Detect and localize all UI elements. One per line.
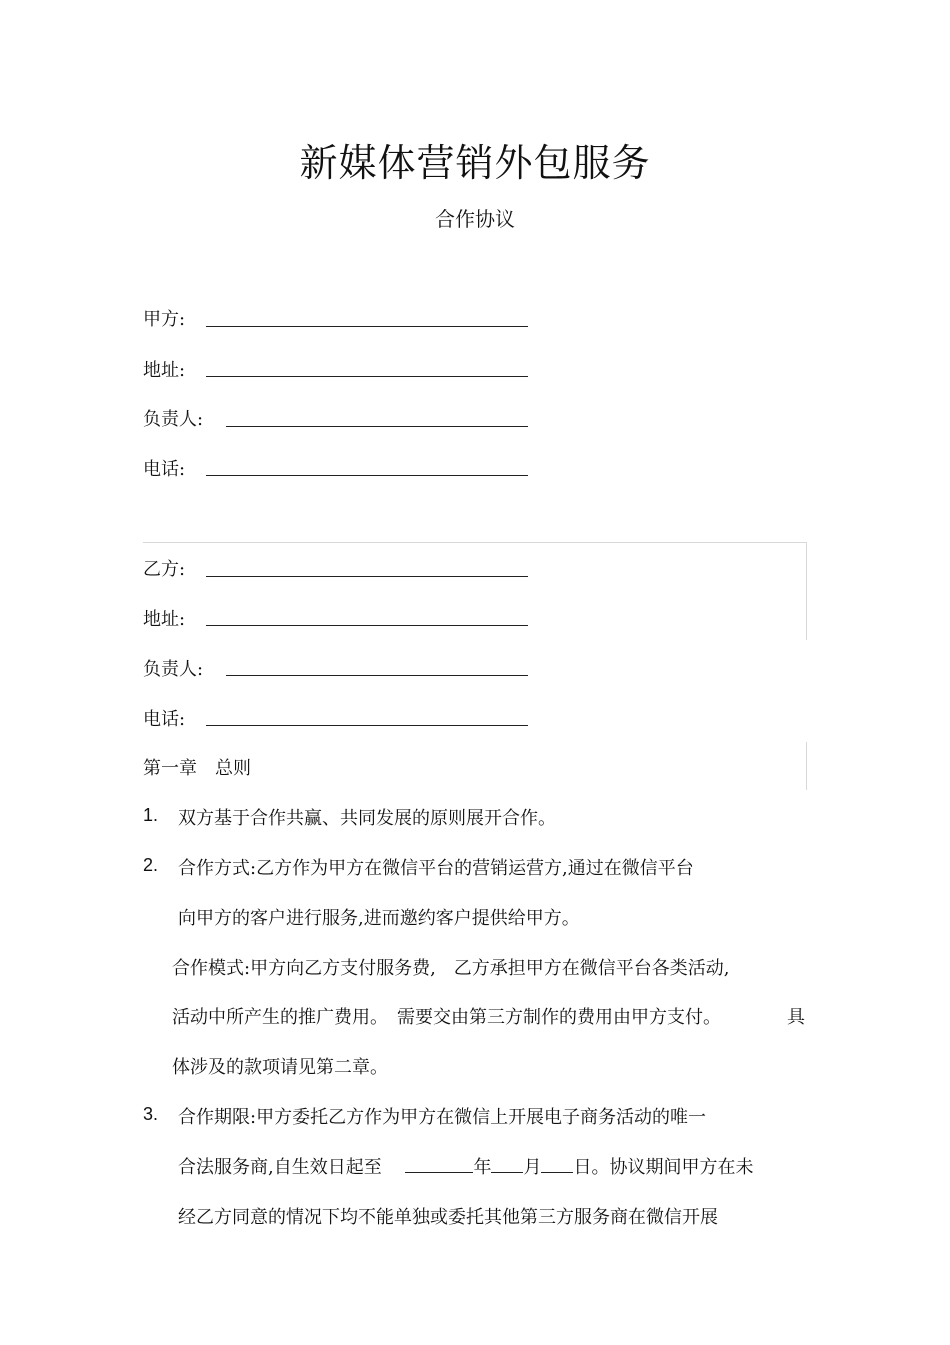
- month-blank[interactable]: [491, 1154, 523, 1173]
- item-2-number: 2.: [143, 855, 159, 875]
- chapter-heading: 第一章 总则: [143, 758, 251, 779]
- party-a-phone-blank[interactable]: [206, 475, 528, 476]
- item-3-line-1: 合作期限:甲方委托乙方作为甲方在微信上开展电子商务活动的唯一: [178, 1107, 707, 1128]
- party-a-name-label: 甲方:: [143, 309, 186, 330]
- party-a-address-blank[interactable]: [206, 376, 528, 377]
- party-a-name-blank[interactable]: [206, 326, 528, 327]
- party-b-name-label: 乙方:: [143, 559, 186, 580]
- party-b-phone-blank[interactable]: [206, 725, 528, 726]
- party-a-phone-label: 电话:: [143, 459, 186, 480]
- party-b-address-blank[interactable]: [206, 625, 528, 626]
- item-3-number: 3.: [143, 1104, 159, 1124]
- party-b-contact-blank[interactable]: [226, 675, 528, 676]
- party-a-contact-blank[interactable]: [226, 426, 528, 427]
- year-blank[interactable]: [405, 1154, 473, 1173]
- frame-divider-right: [806, 542, 807, 640]
- item-2-mode-line-1: 合作模式:甲方向乙方支付服务费, 乙方承担甲方在微信平台各类活动,: [172, 958, 730, 979]
- item-3-line-2-suffix: 协议期间甲方在未: [609, 1157, 754, 1178]
- frame-divider-right-lower: [806, 742, 807, 790]
- day-blank[interactable]: [541, 1154, 573, 1173]
- party-b-phone-label: 电话:: [143, 709, 186, 730]
- document-subtitle: 合作协议: [435, 207, 515, 231]
- party-b-name-blank[interactable]: [206, 576, 528, 577]
- day-label: 日。: [573, 1157, 610, 1178]
- item-3-line-2: [178, 1153, 753, 1179]
- year-label: 年: [473, 1157, 492, 1178]
- frame-divider-top: [143, 542, 806, 543]
- item-3-line-2-prefix: 合法服务商,自生效日起至: [178, 1157, 382, 1178]
- item-1-text: 双方基于合作共赢、共同发展的原则展开合作。: [178, 808, 556, 829]
- item-1-number: 1.: [143, 805, 159, 825]
- party-b-contact-label: 负责人:: [143, 659, 204, 680]
- item-3-line-3: 经乙方同意的情况下均不能单独或委托其他第三方服务商在微信开展: [178, 1207, 718, 1228]
- party-a-contact-label: 负责人:: [143, 409, 204, 430]
- month-label: 月: [523, 1157, 542, 1178]
- party-a-address-label: 地址:: [143, 360, 186, 381]
- item-2-mode-line-3: 体涉及的款项请见第二章。: [172, 1057, 388, 1078]
- party-b-address-label: 地址:: [143, 609, 186, 630]
- item-2-line-1: 合作方式:乙方作为甲方在微信平台的营销运营方,通过在微信平台: [178, 858, 694, 879]
- item-2-line-2: 向甲方的客户进行服务,进而邀约客户提供给甲方。: [178, 908, 580, 929]
- item-2-mode-line-2-end: 具: [787, 1007, 805, 1028]
- document-title: 新媒体营销外包服务: [299, 141, 651, 185]
- item-2-mode-line-2: 活动中所产生的推广费用。 需要交由第三方制作的费用由甲方支付。: [172, 1007, 721, 1028]
